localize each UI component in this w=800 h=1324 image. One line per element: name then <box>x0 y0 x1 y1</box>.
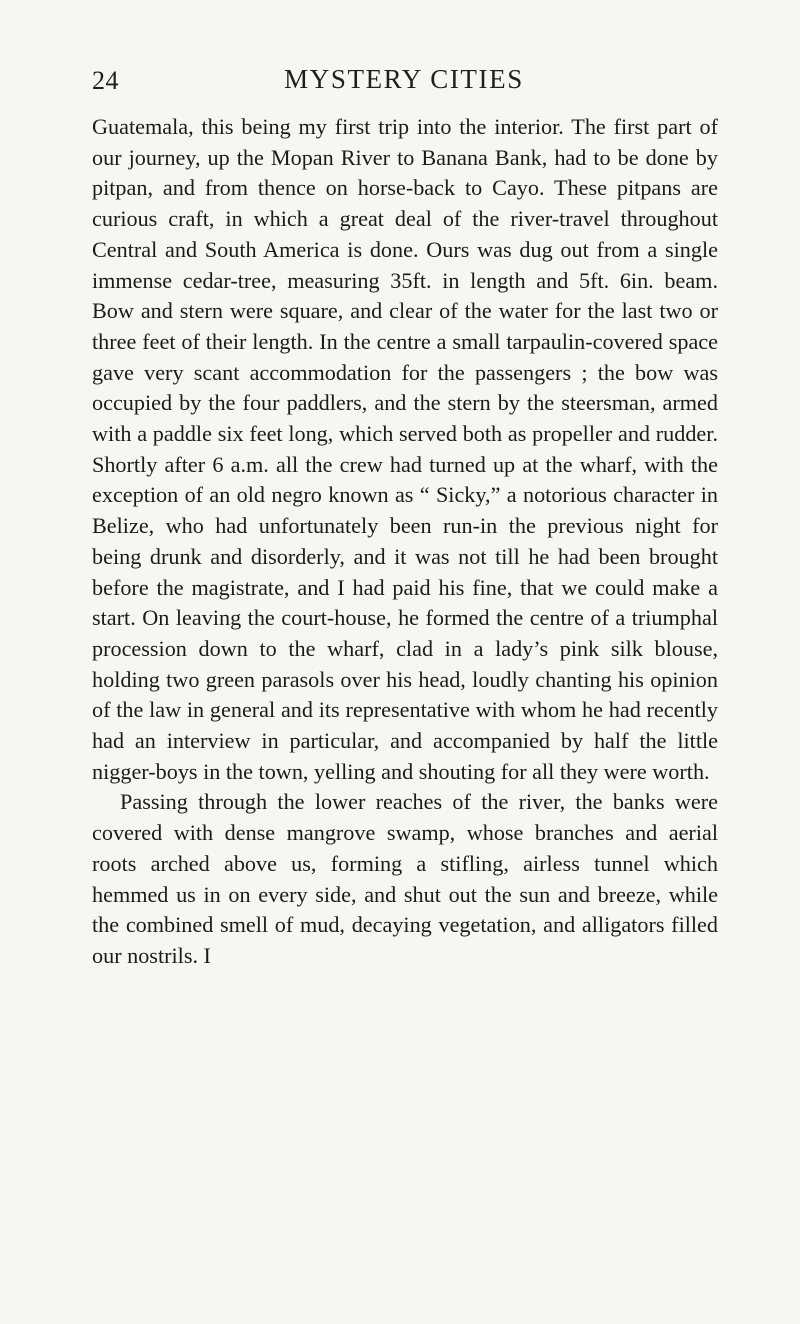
paragraph-1: Guatemala, this being my first trip into the interior. The first part of our journey, up the Mopan River to Banana Bank, had to be done by pitpan, and from thence on horse-back to Cayo. These pitpans are curious craft, in which a great deal of the river-travel throughout Central and South America is done. Ours was dug out from a single immense cedar-tree, measuring 35ft. in length and 5ft. 6in. beam. Bow and stern were square, and clear of the water for the last two or three feet of their length. In the centre a small tarpaulin-covered space gave very scant accommodation for the passengers ; the bow was occupied by the four paddlers, and the stern by the steersman, armed with a paddle six feet long, which served both as propeller and rudder. Shortly after 6 a.m. all the crew had turned up at the wharf, with the exception of an old negro known as “ Sicky,” a notorious character in Belize, who had unfortunately been run-in the previous night for being drunk and disorderly, and it was not till he had been brought before the magistrate, and I had paid his fine, that we could make a start. On leaving the court-house, he formed the centre of a triumphal procession down to the wharf, clad in a lady’s pink silk blouse, holding two green parasols over his head, loudly chanting his opinion of the law in general and its representative with whom he had recently had an interview in particular, and accompanied by half the little nigger-boys in the town, yelling and shouting for all they were worth. <box>92 114 718 784</box>
paragraph-2: Passing through the lower reaches of the river, the banks were covered with dense mangrove swamp, whose branches and aerial roots arched above us, forming a stifling, airless tunnel which hemmed us in on every side, and shut out the sun and breeze, while the combined smell of mud, decaying vegetation, and alligators filled our nostrils. I <box>92 789 718 968</box>
running-head: MYSTERY CITIES <box>284 64 524 94</box>
page-number: 24 <box>92 66 119 95</box>
page-header <box>92 64 716 98</box>
body-text <box>92 112 718 972</box>
